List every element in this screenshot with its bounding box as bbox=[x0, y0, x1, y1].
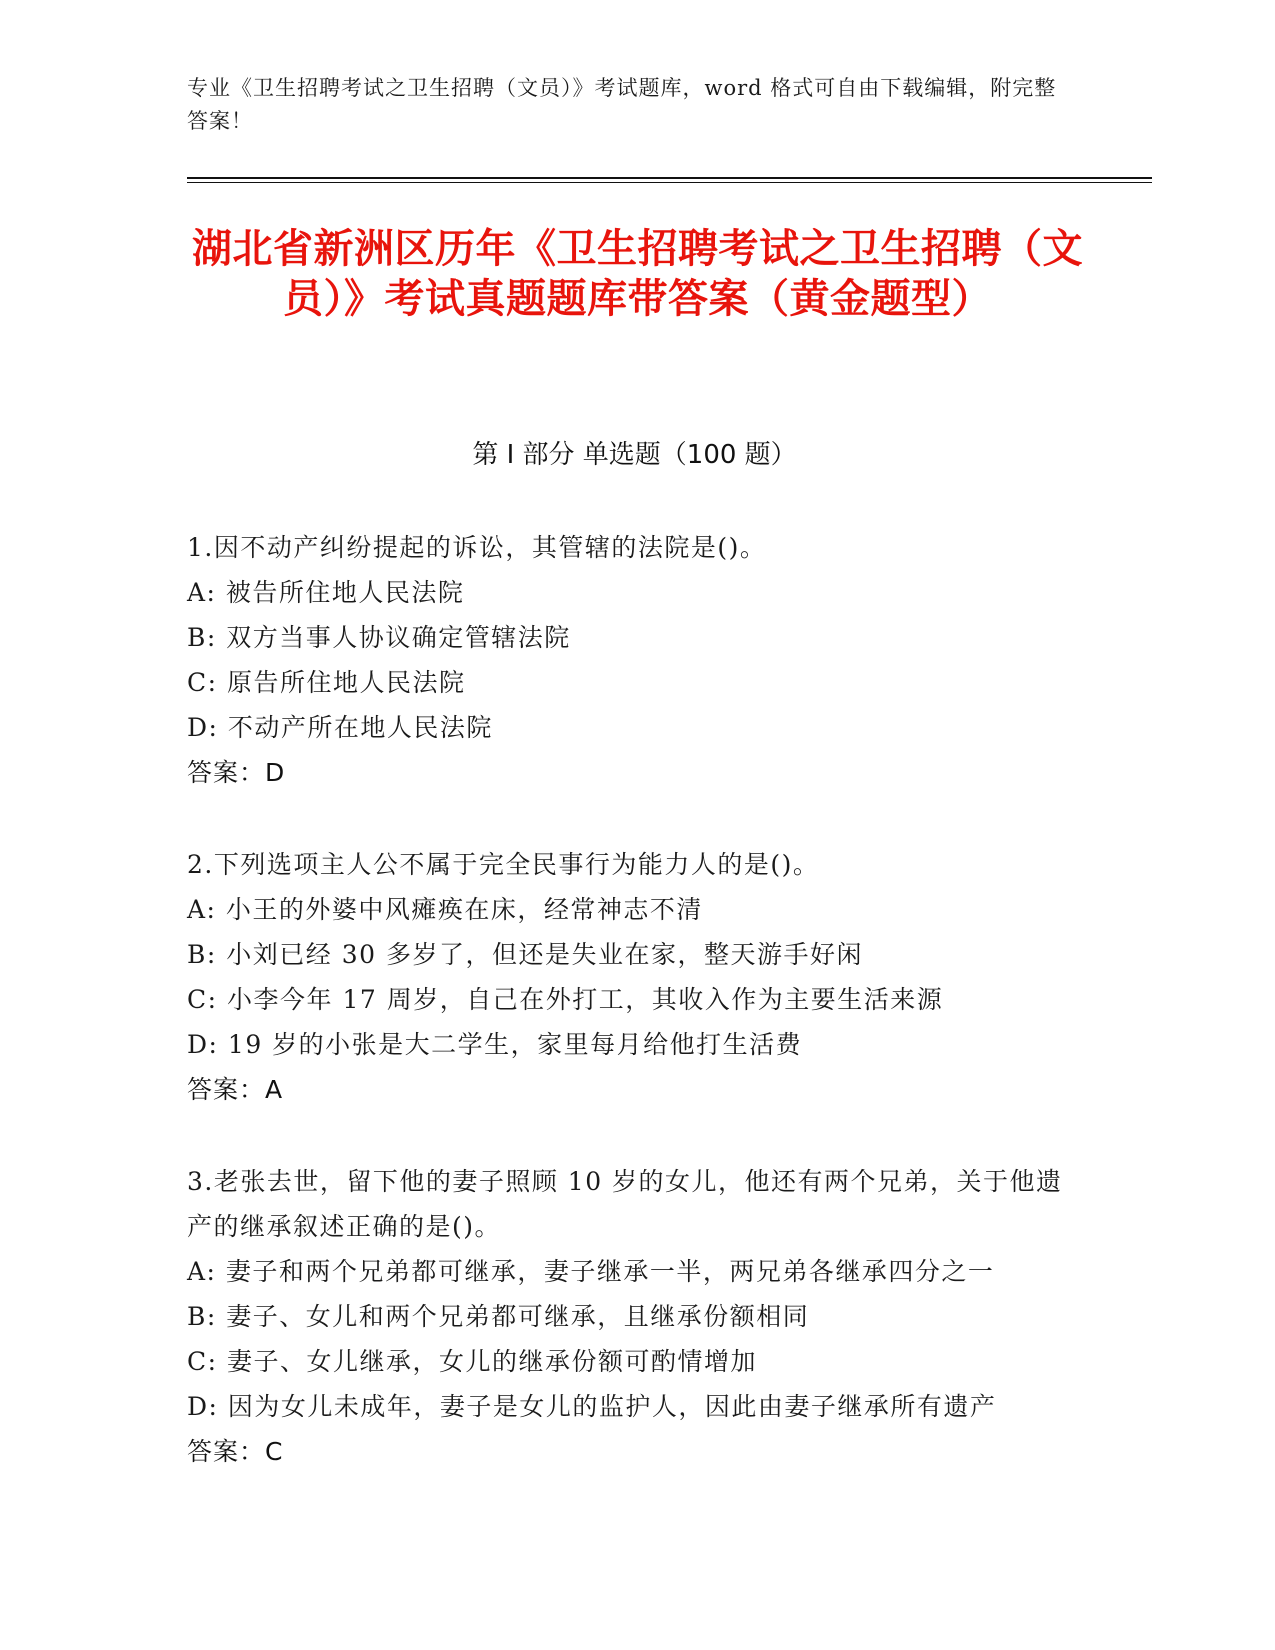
option-c: C: 小李今年 17 周岁，自己在外打工，其收入作为主要生活来源 bbox=[187, 985, 944, 1014]
question-stem: 2.下列选项主人公不属于完全民事行为能力人的是()。 bbox=[187, 850, 820, 879]
option-c: C: 原告所住地人民法院 bbox=[187, 668, 466, 697]
option-d: D: 19 岁的小张是大二学生，家里每月给他打生活费 bbox=[187, 1030, 803, 1059]
header-divider-thin bbox=[187, 182, 1152, 183]
option-d: D: 不动产所在地人民法院 bbox=[187, 713, 493, 742]
answer-label: 答案：A bbox=[187, 1075, 284, 1104]
option-a: A: 妻子和两个兄弟都可继承，妻子继承一半，两兄弟各继承四分之一 bbox=[187, 1257, 995, 1286]
option-b: B: 妻子、女儿和两个兄弟都可继承，且继承份额相同 bbox=[187, 1302, 810, 1331]
question-stem: 3.老张去世，留下他的妻子照顾 10 岁的女儿，他还有两个兄弟，关于他遗产的继承叙述正确的是()。 bbox=[187, 1167, 1063, 1241]
answer-label: 答案：D bbox=[187, 758, 286, 787]
section-heading: 第 I 部分 单选题（100 题） bbox=[472, 440, 797, 470]
header-divider-thick bbox=[187, 177, 1152, 179]
question-block bbox=[187, 1159, 1082, 1474]
option-a: A: 被告所住地人民法院 bbox=[187, 578, 465, 607]
option-d: D: 因为女儿未成年，妻子是女儿的监护人，因此由妻子继承所有遗产 bbox=[187, 1392, 997, 1421]
option-a: A: 小王的外婆中风瘫痪在床，经常神志不清 bbox=[187, 895, 703, 924]
question-block bbox=[187, 525, 1082, 795]
option-b: B: 小刘已经 30 多岁了，但还是失业在家，整天游手好闲 bbox=[187, 940, 863, 969]
document-title: 湖北省新洲区历年《卫生招聘考试之卫生招聘（文员）》考试真题题库带答案（黄金题型） bbox=[192, 226, 1083, 322]
question-block bbox=[187, 842, 1082, 1112]
header-note: 专业《卫生招聘考试之卫生招聘（文员）》考试题库，word 格式可自由下载编辑，附完整答案！ bbox=[187, 76, 1057, 133]
option-c: C: 妻子、女儿继承，女儿的继承份额可酌情增加 bbox=[187, 1347, 757, 1376]
answer-label: 答案：C bbox=[187, 1437, 284, 1466]
question-stem: 1.因不动产纠纷提起的诉讼，其管辖的法院是()。 bbox=[187, 533, 767, 562]
option-b: B: 双方当事人协议确定管辖法院 bbox=[187, 623, 571, 652]
